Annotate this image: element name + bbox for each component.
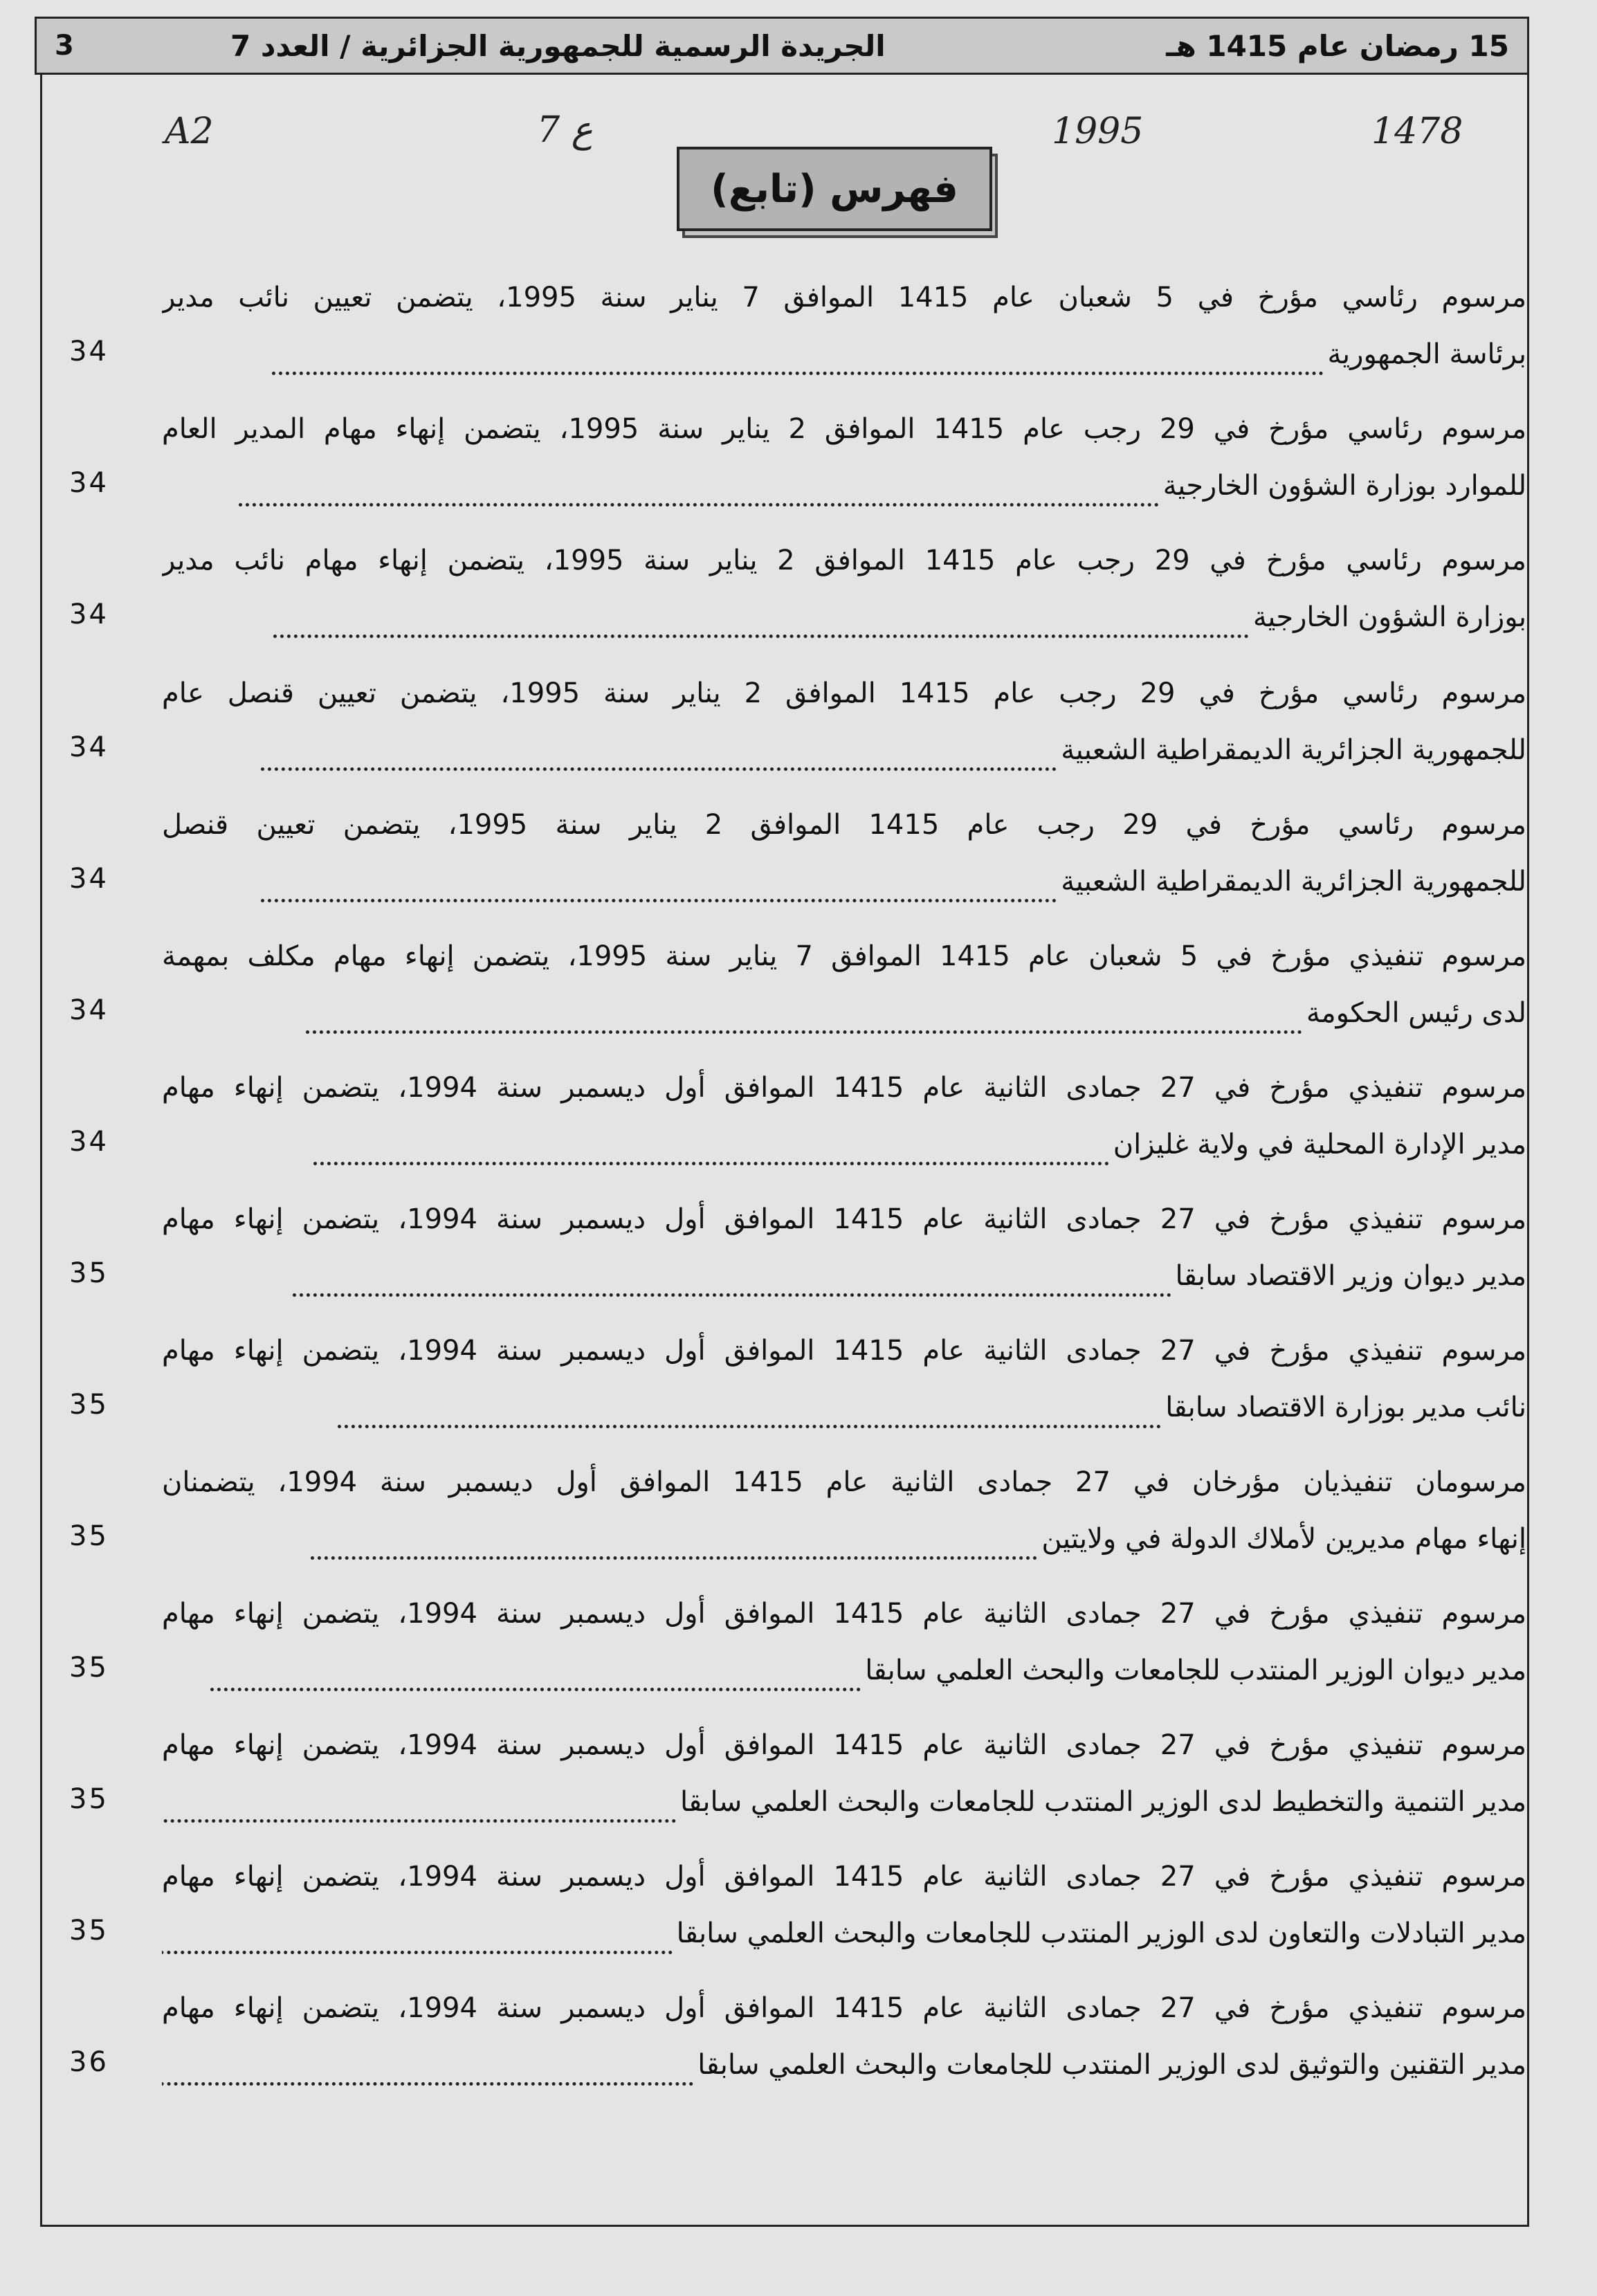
entry-page-number: 34: [69, 599, 109, 630]
entry-subtitle: مدير الإدارة المحلية في ولاية غليزان: [1113, 1129, 1526, 1160]
entry-page-number: 35: [69, 1389, 109, 1421]
entry-title: مرسوم رئاسي مؤرخ في 29 رجب عام 1415 الموافق 2 يناير سنة 1995، يتضمن إنهاء مهام نائب مدير: [162, 545, 1526, 576]
entry-subtitle: مدير التنمية والتخطيط لدى الوزير المنتدب للجامعات والبحث العلمي سابقا: [679, 1786, 1526, 1818]
entry-page-number: 34: [69, 863, 109, 895]
entry-title: مرسوم رئاسي مؤرخ في 29 رجب عام 1415 الموافق 2 يناير سنة 1995، يتضمن تعيين قنصل: [162, 809, 1526, 841]
entry-subtitle-line: [162, 465, 1526, 507]
entry-subtitle: للجمهورية الجزائرية الديمقراطية الشعبية: [1061, 866, 1526, 898]
entry-subtitle: لدى رئيس الحكومة: [1306, 997, 1526, 1029]
entry-subtitle-line: [162, 861, 1526, 902]
entry-subtitle: برئاسة الجمهورية: [1327, 338, 1526, 370]
index-entry: [0, 1461, 1597, 1586]
entry-title: مرسوم رئاسي مؤرخ في 29 رجب عام 1415 الموافق 2 يناير سنة 1995، يتضمن تعيين قنصل عام: [162, 677, 1526, 709]
index-entry: [0, 936, 1597, 1060]
dot-leader: [338, 1404, 1161, 1428]
dot-leader: [162, 1930, 673, 1954]
entry-subtitle: مدير التقنين والتوثيق لدى الوزير المنتدب للجامعات والبحث العلمي سابقا: [697, 2049, 1526, 2081]
index-entry: [0, 1987, 1597, 2112]
dot-leader: [273, 614, 1249, 638]
entry-subtitle-line: [162, 596, 1526, 638]
entry-subtitle-line: [162, 1518, 1526, 1560]
entry-subtitle-line: [162, 2044, 1526, 2086]
index-entry: [0, 540, 1597, 664]
dot-leader: [306, 1010, 1302, 1034]
entry-page-number: 35: [69, 1652, 109, 1684]
index-entry: [0, 1593, 1597, 1718]
entry-title: مرسوم رئاسي مؤرخ في 5 شعبان عام 1415 الموافق 7 يناير سنة 1995، يتضمن تعيين نائب مدير: [162, 282, 1526, 313]
index-entry: [0, 408, 1597, 533]
entry-subtitle: مدير ديوان الوزير المنتدب للجامعات والبحث العلمي سابقا: [865, 1655, 1526, 1686]
entry-title: مرسوم تنفيذي مؤرخ في 27 جمادى الثانية عام 1415 الموافق أول ديسمبر سنة 1994، يتضمن إنهاء مهام: [162, 1598, 1526, 1630]
entry-page-number: 35: [69, 1783, 109, 1815]
entry-title: مرسومان تنفيذيان مؤرخان في 27 جمادى الثانية عام 1415 الموافق أول ديسمبر سنة 1994، يتضمنان: [162, 1466, 1526, 1498]
index-entry: [0, 673, 1597, 797]
entry-subtitle: للجمهورية الجزائرية الديمقراطية الشعبية: [1061, 734, 1526, 766]
entry-subtitle-line: [162, 1255, 1526, 1297]
dot-leader: [261, 747, 1057, 771]
dot-leader: [313, 1141, 1109, 1165]
entry-subtitle-line: [162, 1124, 1526, 1165]
handwritten-number: 1478: [1371, 111, 1463, 152]
handwritten-mark-left: A2: [165, 111, 214, 152]
dot-leader: [311, 1536, 1037, 1560]
index-entry: [0, 277, 1597, 401]
entry-subtitle: مدير ديوان وزير الاقتصاد سابقا: [1175, 1260, 1526, 1292]
entry-title: مرسوم تنفيذي مؤرخ في 27 جمادى الثانية عام 1415 الموافق أول ديسمبر سنة 1994، يتضمن إنهاء مهام: [162, 1992, 1526, 2024]
entry-page-number: 34: [69, 336, 109, 367]
entry-title: مرسوم تنفيذي مؤرخ في 27 جمادى الثانية عام 1415 الموافق أول ديسمبر سنة 1994، يتضمن إنهاء مهام: [162, 1203, 1526, 1235]
index-entry: [0, 1330, 1597, 1455]
gazette-title: الجريدة الرسمية للجمهورية الجزائرية / العدد 7: [230, 28, 886, 63]
entry-subtitle-line: [162, 992, 1526, 1034]
entry-title: مرسوم تنفيذي مؤرخ في 5 شعبان عام 1415 الموافق 7 يناير سنة 1995، يتضمن إنهاء مهام مكلف بمهمة: [162, 940, 1526, 972]
index-entry: [0, 1067, 1597, 1192]
entry-page-number: 35: [69, 1257, 109, 1289]
entry-subtitle-line: [162, 1781, 1526, 1823]
handwritten-year: 1995: [1052, 111, 1144, 152]
entry-subtitle-line: [162, 1913, 1526, 1954]
entry-subtitle-line: [162, 729, 1526, 771]
entry-page-number: 34: [69, 731, 109, 763]
entry-page-number: 35: [69, 1520, 109, 1552]
index-entry: [0, 804, 1597, 929]
entry-subtitle: مدير التبادلات والتعاون لدى الوزير المنتدب للجامعات والبحث العلمي سابقا: [676, 1917, 1526, 1949]
entry-subtitle: بوزارة الشؤون الخارجية: [1252, 601, 1526, 633]
entry-title: مرسوم تنفيذي مؤرخ في 27 جمادى الثانية عام 1415 الموافق أول ديسمبر سنة 1994، يتضمن إنهاء مهام: [162, 1729, 1526, 1761]
index-title: فهرس (تابع): [677, 147, 992, 231]
page-header: [35, 17, 1529, 75]
issue-date: 15 رمضان عام 1415 هـ: [1166, 28, 1509, 63]
entry-subtitle: للموارد بوزارة الشؤون الخارجية: [1162, 470, 1526, 502]
entry-page-number: 34: [69, 994, 109, 1026]
page-number: 3: [55, 30, 74, 62]
entry-subtitle: إنهاء مهام مديرين لأملاك الدولة في ولايتين: [1041, 1523, 1526, 1555]
entry-title: مرسوم تنفيذي مؤرخ في 27 جمادى الثانية عام 1415 الموافق أول ديسمبر سنة 1994، يتضمن إنهاء مهام: [162, 1072, 1526, 1104]
index-entry: [0, 1199, 1597, 1323]
entry-subtitle-line: [162, 1650, 1526, 1691]
index-entry: [0, 1724, 1597, 1849]
entry-subtitle-line: [162, 1387, 1526, 1428]
entry-page-number: 34: [69, 1126, 109, 1158]
dot-leader: [162, 2061, 693, 2086]
entry-title: مرسوم تنفيذي مؤرخ في 27 جمادى الثانية عام 1415 الموافق أول ديسمبر سنة 1994، يتضمن إنهاء مهام: [162, 1335, 1526, 1367]
dot-leader: [239, 482, 1159, 507]
entry-subtitle: نائب مدير بوزارة الاقتصاد سابقا: [1165, 1392, 1526, 1423]
entry-page-number: 34: [69, 467, 109, 499]
entry-title: مرسوم رئاسي مؤرخ في 29 رجب عام 1415 الموافق 2 يناير سنة 1995، يتضمن إنهاء مهام المدير العام: [162, 413, 1526, 445]
entry-page-number: 35: [69, 1915, 109, 1947]
handwritten-mark-center: 7 ع: [537, 109, 593, 151]
dot-leader: [210, 1667, 861, 1691]
entry-page-number: 36: [69, 2046, 109, 2078]
entry-title: مرسوم تنفيذي مؤرخ في 27 جمادى الثانية عام 1415 الموافق أول ديسمبر سنة 1994، يتضمن إنهاء مهام: [162, 1861, 1526, 1893]
dot-leader: [162, 1798, 676, 1823]
dot-leader: [272, 351, 1324, 375]
dot-leader: [293, 1273, 1171, 1297]
dot-leader: [261, 878, 1057, 902]
index-entry: [0, 1856, 1597, 1980]
entry-subtitle-line: [162, 334, 1526, 375]
